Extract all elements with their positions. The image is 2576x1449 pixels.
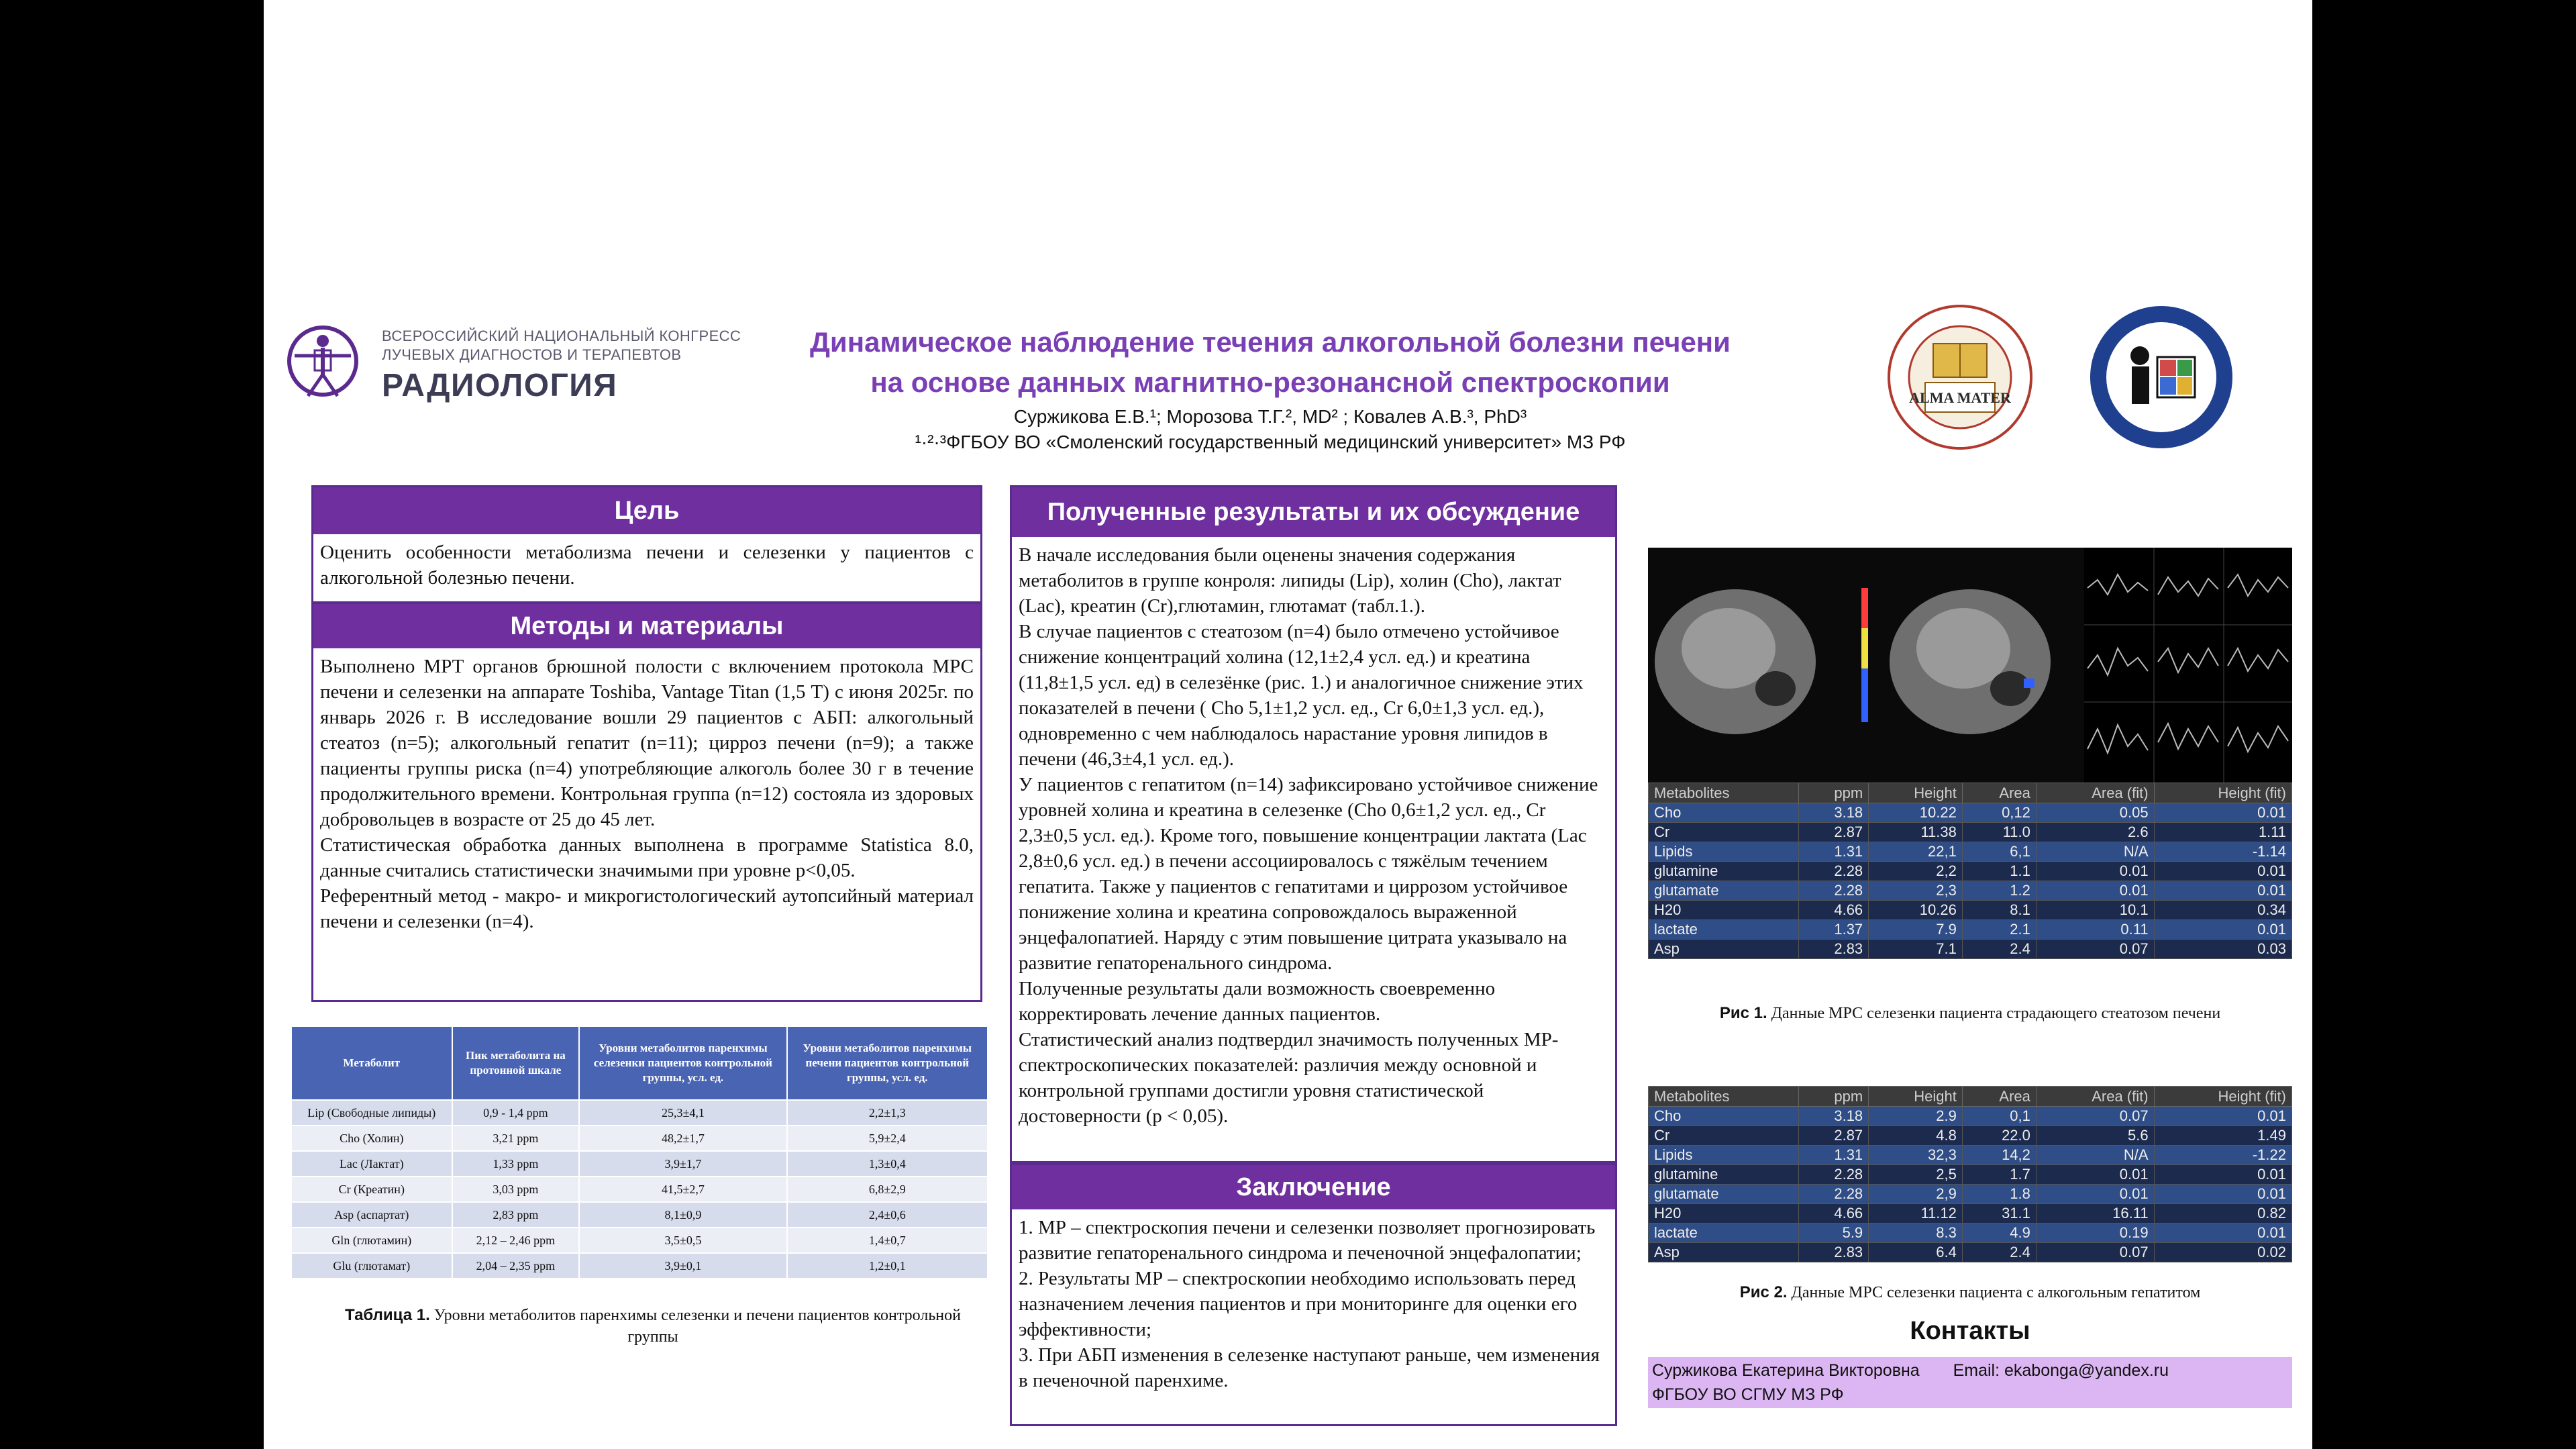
table-cell: 11.38 [1869, 823, 1963, 842]
table-cell: 5.9 [1799, 1223, 1869, 1243]
table-row [1649, 842, 2292, 862]
table-cell: 10.22 [1869, 803, 1963, 823]
table-cell: Lip (Свободные липиды) [291, 1100, 452, 1126]
table-row [1649, 920, 2292, 940]
contact-email: Email: ekabonga@yandex.ru [1953, 1361, 2169, 1380]
table-cell: Cr [1649, 1126, 1799, 1146]
table-row [291, 1202, 988, 1228]
table-cell: 1.2 [1962, 881, 2036, 901]
table-cell: 3,9±0,1 [579, 1253, 786, 1279]
table-cell: Asp [1649, 940, 1799, 959]
methods-heading: Методы и материалы [313, 604, 980, 648]
table-cell: -1.14 [2154, 842, 2291, 862]
table-cell: N/A [2036, 1146, 2154, 1165]
poster [264, 0, 2312, 1449]
table-cell: 1,3±0,4 [787, 1151, 988, 1177]
table-cell: Cho [1649, 803, 1799, 823]
table-cell: 3.18 [1799, 803, 1869, 823]
table-cell: Cr (Креатин) [291, 1177, 452, 1202]
table-cell: 48,2±1,7 [579, 1126, 786, 1151]
table-cell: 8,1±0,9 [579, 1202, 786, 1228]
conclusion-item-2: 2. Результаты МР – спектроскопии необходимо использовать перед назначением лечения пациентов и при мониторинге для оценки его эффективности; [1019, 1268, 1578, 1340]
table-cell: 7.9 [1869, 920, 1963, 940]
fig1-col-header: Area [1962, 783, 2036, 803]
seal-text: ALMA MATER [1909, 389, 2011, 406]
table-cell: glutamine [1649, 862, 1799, 881]
table-cell: 1.31 [1799, 1146, 1869, 1165]
table-cell: 3,21 ppm [452, 1126, 580, 1151]
table-cell: Lipids [1649, 842, 1799, 862]
conclusion-section [1010, 1163, 1617, 1426]
results-section [1010, 485, 1617, 1163]
fig1-col-header: Area (fit) [2036, 783, 2154, 803]
table-cell: 25,3±4,1 [579, 1100, 786, 1126]
fig2-header-row [1649, 1087, 2292, 1107]
table-row [291, 1253, 988, 1279]
table-cell: 2.83 [1799, 1243, 1869, 1262]
table-cell: Cr [1649, 823, 1799, 842]
contacts-heading: Контакты [1910, 1317, 2030, 1345]
table-cell: 10.1 [2036, 901, 2154, 920]
table-cell: 0.01 [2036, 1185, 2154, 1204]
table-cell: 1,2±0,1 [787, 1253, 988, 1279]
table-cell: 3.18 [1799, 1107, 1869, 1126]
table-cell: 5,9±2,4 [787, 1126, 988, 1151]
congress-line-2: ЛУЧЕВЫХ ДИАГНОСТОВ И ТЕРАПЕВТОВ [382, 346, 682, 363]
table-row [291, 1126, 988, 1151]
title-line-2: на основе данных магнитно-резонансной спектроскопии [870, 366, 1670, 398]
fig2-col-header: Metabolites [1649, 1087, 1799, 1107]
fig1-header-row [1649, 783, 2292, 803]
table-cell: 0.01 [2036, 881, 2154, 901]
table-cell: 22.0 [1962, 1126, 2036, 1146]
table-cell: 6.4 [1869, 1243, 1963, 1262]
table-row [1649, 940, 2292, 959]
table-row [291, 1151, 988, 1177]
table-cell: Glu (глютамат) [291, 1253, 452, 1279]
table-cell: 5.6 [2036, 1126, 2154, 1146]
conclusion-heading: Заключение [1012, 1165, 1615, 1209]
results-paragraph-1: В начале исследования были оценены значения содержания метаболитов в группе конроля: липиды (Lip), холин (Cho), лактат (Lac), креатин (Cr),глютамин, глютамат (табл.1.). [1019, 544, 1561, 617]
table-cell: 10.26 [1869, 901, 1963, 920]
fig1-caption [1648, 1003, 2292, 1024]
table-cell: 0.34 [2154, 901, 2291, 920]
table-row [291, 1228, 988, 1253]
table-cell: -1.22 [2154, 1146, 2291, 1165]
table-row [1649, 823, 2292, 842]
title-line-1: Динамическое наблюдение течения алкогольной болезни печени [810, 326, 1731, 358]
fig2-caption-label: Рис 2. [1739, 1283, 1788, 1301]
table-cell: 2.6 [2036, 823, 2154, 842]
table-cell: 0,9 - 1,4 ppm [452, 1100, 580, 1126]
table-cell: H20 [1649, 901, 1799, 920]
table-cell: 1.49 [2154, 1126, 2291, 1146]
table-cell: 4.66 [1799, 1204, 1869, 1223]
table-cell: 0.02 [2154, 1243, 2291, 1262]
table-cell: 1.31 [1799, 842, 1869, 862]
table-row [1649, 1185, 2292, 1204]
table-cell: 0.01 [2154, 881, 2291, 901]
table-row [1649, 1165, 2292, 1185]
fig2-col-header: Area (fit) [2036, 1087, 2154, 1107]
fig1-col-header: Height (fit) [2154, 783, 2291, 803]
fig1-metabolite-table [1648, 783, 2292, 959]
table-cell: 2.28 [1799, 1185, 1869, 1204]
table-cell: 2,2±1,3 [787, 1100, 988, 1126]
table-cell: Cho (Холин) [291, 1126, 452, 1151]
methods-text [313, 648, 980, 940]
mri-spectroscopy-image [1648, 548, 2292, 783]
mri-scan-icon [1648, 548, 2292, 783]
table-cell: 0.01 [2154, 1107, 2291, 1126]
table-cell: 2.9 [1869, 1107, 1963, 1126]
table-cell: Cho [1649, 1107, 1799, 1126]
table-cell: 41,5±2,7 [579, 1177, 786, 1202]
table-row [291, 1100, 988, 1126]
fig2-col-header: ppm [1799, 1087, 1869, 1107]
table-cell: 6,1 [1962, 842, 2036, 862]
results-text [1012, 537, 1615, 1134]
goal-section [311, 485, 982, 603]
methods-paragraph-2: Статистическая обработка данных выполнена в программе Statistica 8.0, данные считались статистически значимыми при уровне p<0,05. [320, 834, 974, 881]
goal-text [313, 534, 980, 596]
results-paragraph-5: Статистический анализ подтвердил значимость полученных МР-спектроскопических показателей: различия между основной и контрольной группами достигли уровня статистической достоверности (p < 0,05). [1019, 1029, 1559, 1127]
table-cell: 8.3 [1869, 1223, 1963, 1243]
methods-paragraph-3: Референтный метод - макро- и микрогистологический аутопсийный материал печени и селезенки (n=4). [320, 885, 974, 932]
table-cell: 1,33 ppm [452, 1151, 580, 1177]
affiliation: ¹·²·³ФГБОУ ВО «Смоленский государственный медицинский университет» МЗ РФ [915, 432, 1626, 452]
fig1-caption-label: Рис 1. [1719, 1004, 1767, 1022]
table-cell: 22,1 [1869, 842, 1963, 862]
table-cell: 1.8 [1962, 1185, 2036, 1204]
table-cell: 0.01 [2036, 862, 2154, 881]
table-cell: 2.4 [1962, 1243, 2036, 1262]
table-cell: glutamate [1649, 881, 1799, 901]
table-cell: 3,9±1,7 [579, 1151, 786, 1177]
table-cell: glutamate [1649, 1185, 1799, 1204]
table-row [1649, 1107, 2292, 1126]
table-cell: 2.4 [1962, 940, 2036, 959]
table-cell: Lipids [1649, 1146, 1799, 1165]
table-cell: Asp [1649, 1243, 1799, 1262]
fig1-col-header: Metabolites [1649, 783, 1799, 803]
contacts-line-1 [1652, 1358, 2288, 1383]
table-cell: 14,2 [1962, 1146, 2036, 1165]
table-cell: 0.07 [2036, 1243, 2154, 1262]
table-header: Метаболит [291, 1026, 452, 1100]
table-row [1649, 901, 2292, 920]
table-cell: 0.01 [2154, 1165, 2291, 1185]
table-cell: 2.83 [1799, 940, 1869, 959]
table-cell: 0.01 [2154, 1185, 2291, 1204]
table-cell: 2,2 [1869, 862, 1963, 881]
table-cell: 2,12 – 2,46 ppm [452, 1228, 580, 1253]
table-cell: 7.1 [1869, 940, 1963, 959]
fig2-col-header: Area [1962, 1087, 2036, 1107]
table-cell: 4.8 [1869, 1126, 1963, 1146]
table-cell: 0,12 [1962, 803, 2036, 823]
table-cell: glutamine [1649, 1165, 1799, 1185]
table-cell: lactate [1649, 920, 1799, 940]
table-cell: 2.28 [1799, 881, 1869, 901]
table-cell: 0.82 [2154, 1204, 2291, 1223]
table-header: Пик метаболита на протонной шкале [452, 1026, 580, 1100]
contact-name: Суржикова Екатерина Викторовна [1652, 1361, 1920, 1380]
table-cell: 11.12 [1869, 1204, 1963, 1223]
table-cell: 8.1 [1962, 901, 2036, 920]
table-cell: 0.01 [2154, 920, 2291, 940]
fig2-caption-text: Данные МРС селезенки пациента с алкогольным гепатитом [1791, 1284, 2201, 1301]
university-seal-icon [1886, 303, 2034, 451]
conclusion-item-3: 3. При АБП изменения в селезенке наступают раньше, чем изменения в печеночной паренхиме. [1019, 1344, 1600, 1391]
table-caption [338, 1305, 968, 1348]
table-cell: 31.1 [1962, 1204, 2036, 1223]
table-cell: 1.7 [1962, 1165, 2036, 1185]
goal-paragraph: Оценить особенности метаболизма печени и селезенки у пациентов с алкогольной болезнью печени. [320, 542, 974, 589]
table-cell: 32,3 [1869, 1146, 1963, 1165]
fig2-metabolite-table [1648, 1086, 2292, 1262]
table-cell: H20 [1649, 1204, 1799, 1223]
table-cell: 2.28 [1799, 862, 1869, 881]
table-cell: 1.1 [1962, 862, 2036, 881]
table-cell: 0.01 [2036, 1165, 2154, 1185]
poster-title [774, 322, 1767, 403]
fig2-col-header: Height [1869, 1087, 1963, 1107]
conclusion-item-1: 1. МР – спектроскопия печени и селезенки позволяет прогнозировать развитие гепаторенального синдрома и печеночной энцефалопатии; [1019, 1217, 1596, 1264]
table-row [291, 1177, 988, 1202]
fig1-caption-text: Данные МРС селезенки пациента страдающего стеатозом печени [1771, 1005, 2221, 1022]
authors: Суржикова Е.В.¹; Морозова Т.Г.², MD² ; Ковалев А.В.³, PhD³ [1013, 406, 1527, 427]
table-cell: 0.11 [2036, 920, 2154, 940]
results-paragraph-3: У пациентов с гепатитом (n=14) зафиксировано устойчивое снижение уровней холина и креатина в селезенке (Cho 0,6±1,2 усл. ед., Cr 2,3±0,5 усл. ед.). Кроме того, повышение концентрации лактата (Lac 2,8±0,6 усл. ед.) в печени ассоциировалось с тяжёлым течением гепатита. Также у пациентов с гепатитами и циррозом устойчивое понижение холина и креатина сопровождалось выраженной энцефалопатией. Наряду с этим повышение цитрата указывало на развитие гепаторенального синдрома. [1019, 774, 1598, 974]
table-cell: 1,4±0,7 [787, 1228, 988, 1253]
results-heading: Полученные результаты и их обсуждение [1012, 487, 1615, 537]
table-caption-label: Таблица 1. [345, 1306, 430, 1324]
congress-block [382, 327, 758, 405]
table-cell: 2,9 [1869, 1185, 1963, 1204]
fig2-caption [1648, 1282, 2292, 1303]
table-cell: 3,5±0,5 [579, 1228, 786, 1253]
table-header: Уровни метаболитов паренхимы печени пациентов контрольной группы, усл. ед. [787, 1026, 988, 1100]
table-cell: Gln (глютамин) [291, 1228, 452, 1253]
table-cell: 2,5 [1869, 1165, 1963, 1185]
table-cell: 0.05 [2036, 803, 2154, 823]
table-row [1649, 881, 2292, 901]
table-cell: 2,3 [1869, 881, 1963, 901]
metabolite-table [291, 1026, 988, 1279]
fig2-col-header: Height (fit) [2154, 1087, 2291, 1107]
table-row [1649, 1126, 2292, 1146]
table-cell: 1.11 [2154, 823, 2291, 842]
table-header-row [291, 1026, 988, 1100]
table-cell: lactate [1649, 1223, 1799, 1243]
table-row [1649, 1223, 2292, 1243]
society-seal-icon [2088, 303, 2235, 451]
table-cell: Lac (Лактат) [291, 1151, 452, 1177]
results-paragraph-2: В случае пациентов с стеатозом (n=4) было отмечено устойчивое снижение концентраций холина (12,1±2,4 усл. ед.) и креатина (11,8±1,5 усл. ед) в селезёнке (рис. 1.) и аналогичное снижение этих показателей в печени ( Cho 5,1±1,2 усл. ед., Cr 6,0±1,3 усл. ед.), одновременно с чем наблюдалось нарастание уровня липидов в печени (46,3±4,1 усл. ед.). [1019, 621, 1584, 770]
vitruvian-man-logo-icon [285, 321, 360, 408]
table-cell: 6,8±2,9 [787, 1177, 988, 1202]
contacts-block [1648, 1357, 2292, 1408]
table-cell: 2,04 – 2,35 ppm [452, 1253, 580, 1279]
table-cell: 0,1 [1962, 1107, 2036, 1126]
table-cell: 2,4±0,6 [787, 1202, 988, 1228]
goal-heading: Цель [313, 487, 980, 534]
table-cell: 2.87 [1799, 823, 1869, 842]
table-cell: 0.01 [2154, 803, 2291, 823]
table-cell: 2.87 [1799, 1126, 1869, 1146]
table-row [1649, 1243, 2292, 1262]
table-cell: 11.0 [1962, 823, 2036, 842]
table-cell: 0.01 [2154, 1223, 2291, 1243]
table-cell: 1.37 [1799, 920, 1869, 940]
table-caption-text: Уровни метаболитов паренхимы селезенки и печени пациентов контрольной группы [433, 1307, 961, 1346]
table-cell: Asp (аспартат) [291, 1202, 452, 1228]
table-cell: 4.9 [1962, 1223, 2036, 1243]
table-row [1649, 803, 2292, 823]
table-row [1649, 862, 2292, 881]
table-cell: 0.07 [2036, 1107, 2154, 1126]
table-cell: 0.19 [2036, 1223, 2154, 1243]
contact-org: ФГБОУ ВО СГМУ МЗ РФ [1652, 1385, 1844, 1404]
table-cell: 0.01 [2154, 862, 2291, 881]
table-cell: N/A [2036, 842, 2154, 862]
table-cell: 2,83 ppm [452, 1202, 580, 1228]
table-header: Уровни метаболитов паренхимы селезенки пациентов контрольной группы, усл. ед. [579, 1026, 786, 1100]
table-cell: 3,03 ppm [452, 1177, 580, 1202]
table-cell: 2.28 [1799, 1165, 1869, 1185]
results-paragraph-4: Полученные результаты дали возможность своевременно корректировать лечение данных пациентов. [1019, 978, 1496, 1025]
table-row [1649, 1204, 2292, 1223]
fig1-col-header: Height [1869, 783, 1963, 803]
congress-name: РАДИОЛОГИЯ [382, 368, 618, 403]
congress-line-1: ВСЕРОССИЙСКИЙ НАЦИОНАЛЬНЫЙ КОНГРЕСС [382, 328, 741, 344]
conclusion-text [1012, 1209, 1615, 1399]
table-cell: 2.1 [1962, 920, 2036, 940]
table-cell: 16.11 [2036, 1204, 2154, 1223]
fig1-col-header: ppm [1799, 783, 1869, 803]
table-cell: 0.07 [2036, 940, 2154, 959]
table-row [1649, 1146, 2292, 1165]
authors-block [774, 404, 1767, 455]
methods-section [311, 602, 982, 1002]
methods-paragraph-1: Выполнено МРТ органов брюшной полости с включением протокола МРС печени и селезенки на аппарате Toshiba, Vantage Titan (1,5 Т) с июня 2025г. по январь 2026 г. В исследование вошли 29 пациентов с АБП: алкогольный стеатоз (n=5); алкогольный гепатит (n=11); цирроз печени (n=9); а также пациенты группы риска (n=4) употребляющие алкоголь более 30 г в течение продолжительного времени. Контрольная группа (n=12) состояла из здоровых добровольцев в возрасте от 25 до 45 лет. [320, 656, 974, 830]
table-cell: 0.03 [2154, 940, 2291, 959]
table-cell: 4.66 [1799, 901, 1869, 920]
